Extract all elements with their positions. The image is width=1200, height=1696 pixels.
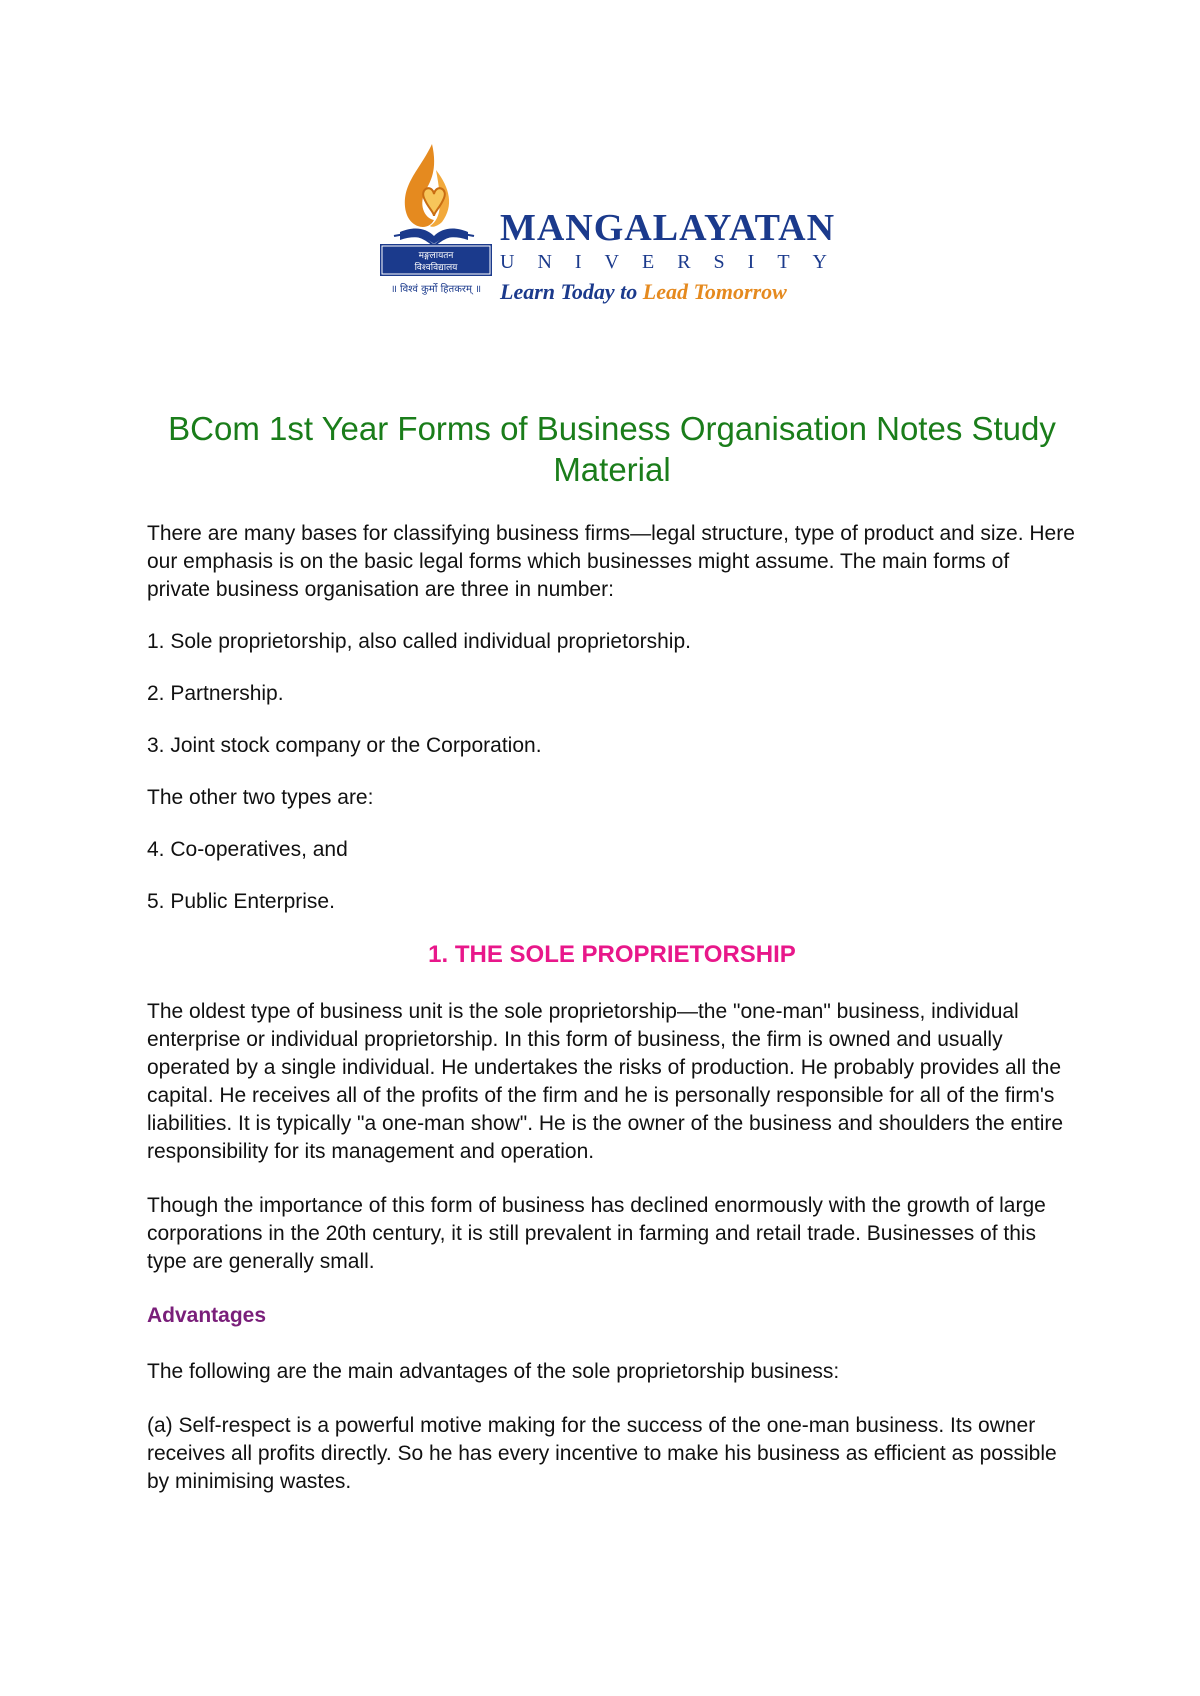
university-subtitle: UNIVERSITY	[500, 251, 850, 273]
list-item-1: 1. Sole proprietorship, also called individual proprietorship.	[147, 630, 691, 653]
tagline-part1: Learn Today to	[500, 279, 643, 304]
flame-emblem-icon	[380, 140, 500, 315]
document-body	[147, 408, 1077, 1520]
university-name: MANGALAYATAN	[500, 207, 836, 249]
intro-paragraph: There are many bases for classifying business firms—legal structure, type of product and size. Here our emphasis is on the basic legal forms which businesses might assume. The main forms of private business organisation are three in number:	[147, 522, 1075, 601]
logo-text-block	[500, 207, 850, 306]
list-item-5: 5. Public Enterprise.	[147, 890, 335, 913]
advantage-a: (a) Self-respect is a powerful motive making for the success of the one-man business. Its owner receives all profits directly. So he has every incentive to make his business as efficient as possible by minimising wastes.	[147, 1414, 1057, 1493]
university-logo	[380, 140, 850, 315]
list-item-3: 3. Joint stock company or the Corporation.	[147, 734, 542, 757]
university-tagline	[500, 278, 830, 306]
section1-paragraph-2: Though the importance of this form of business has declined enormously with the growth of large corporations in the 20th century, it is still prevalent in farming and retail trade. Businesses of this type are generally small.	[147, 1194, 1046, 1273]
document-title: BCom 1st Year Forms of Business Organisation Notes Study Material	[168, 410, 1056, 488]
logo-motto: ॥ विश्वं कुर्मो हितकरम् ॥	[390, 284, 482, 295]
badge-line2: विश्वविद्यालय	[414, 263, 458, 273]
tagline-part2: Lead Tomorrow	[642, 279, 787, 304]
list-item-2: 2. Partnership.	[147, 682, 284, 705]
other-types-label: The other two types are:	[147, 786, 374, 809]
list-item-4: 4. Co-operatives, and	[147, 838, 348, 861]
section-heading-sole-proprietorship: 1. THE SOLE PROPRIETORSHIP	[428, 941, 796, 968]
advantages-intro: The following are the main advantages of the sole proprietorship business:	[147, 1360, 840, 1383]
badge-line1: मङ्गलायतन	[418, 251, 454, 261]
section1-paragraph-1: The oldest type of business unit is the sole proprietorship—the "one-man" business, individual enterprise or individual proprietorship. In this form of business, the firm is owned and usually operated by a single individual. He undertakes the risks of production. He probably provides all the capital. He receives all of the profits of the firm and he is personally responsible for all of the firm's liabilities. It is typically "a one-man show". He is the owner of the business and shoulders the entire responsibility for its management and operation.	[147, 1000, 1064, 1163]
advantages-heading: Advantages	[147, 1304, 267, 1327]
